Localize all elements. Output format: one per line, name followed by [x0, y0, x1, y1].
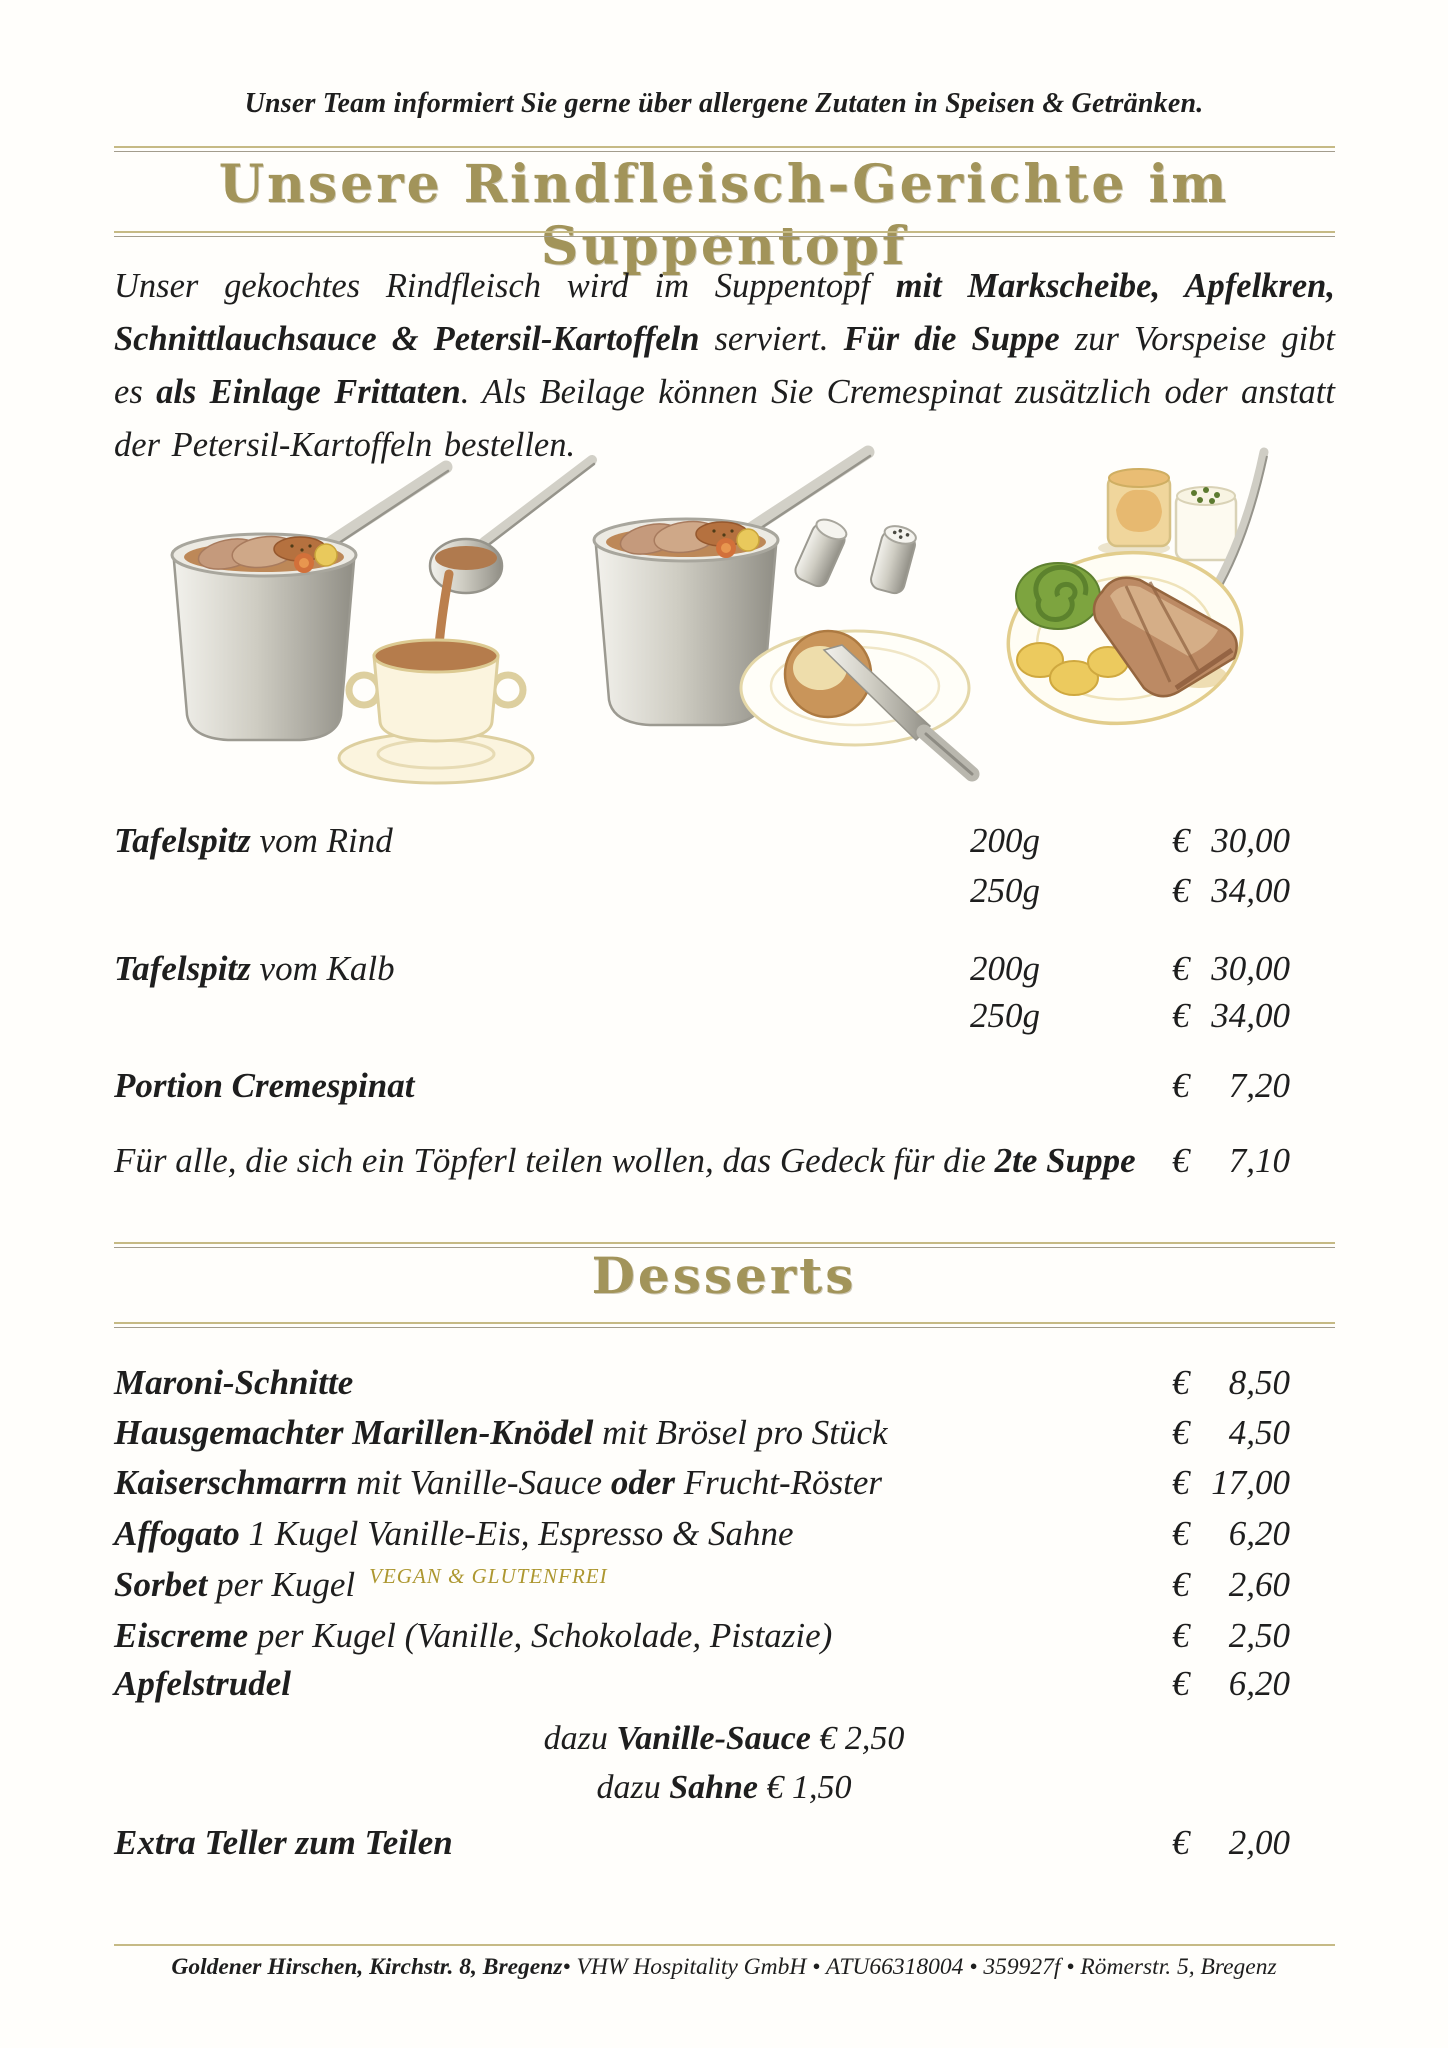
beef-section-title: Unsere Rindfleisch-Gerichte im Suppentopf — [218, 154, 1230, 278]
currency-symbol: € — [1172, 1413, 1190, 1452]
currency-symbol: € — [1172, 1616, 1190, 1655]
footer-imprint: Goldener Hirschen, Kirchstr. 8, Bregenz• VHW Hospitality GmbH • ATU66318004 • 359927f • Römerstr. 5, Bregenz — [171, 1954, 1277, 1980]
illustration-pot-ladle-cup — [172, 460, 594, 783]
pepper-shaker-icon — [869, 523, 919, 596]
section-divider — [114, 146, 1335, 152]
item-price: € 7,20 — [1172, 1066, 1290, 1105]
ladle-icon — [484, 460, 592, 542]
illustration-tafelspitz-plate — [1000, 452, 1267, 735]
item-name: Tafelspitz vom Kalb — [114, 949, 395, 988]
item-price: € 7,10 — [1172, 1141, 1290, 1180]
item-name: Kaiserschmarrn mit Vanille-Sauce oder Frucht-Röster — [114, 1463, 883, 1502]
currency-symbol: € — [1172, 1823, 1190, 1862]
item-price: € 30,00 — [1172, 821, 1290, 860]
vegan-glutenfree-badge: VEGAN & GLUTENFREI — [369, 1564, 608, 1588]
menu-item-affogato — [114, 1513, 1290, 1555]
menu-item-marillen-knoedel — [114, 1412, 1290, 1454]
menu-item-tafelspitz-kalb — [114, 948, 1290, 990]
item-price: € 17,00 — [1172, 1463, 1290, 1502]
item-price: € 30,00 — [1172, 949, 1290, 988]
item-price: € 34,00 — [1172, 996, 1290, 1035]
item-price: € 2,60 — [1172, 1565, 1290, 1604]
currency-symbol: € — [1172, 996, 1190, 1035]
menu-item-eiscreme — [114, 1615, 1290, 1657]
currency-symbol: € — [1172, 821, 1190, 860]
desserts-section-title: Desserts — [591, 1246, 857, 1305]
item-price: € 4,50 — [1172, 1413, 1290, 1452]
item-price: € 8,50 — [1172, 1363, 1290, 1402]
item-weight: 200g — [970, 821, 1040, 860]
currency-symbol: € — [1172, 1463, 1190, 1502]
section-divider — [114, 1322, 1335, 1328]
item-price: € 6,20 — [1172, 1664, 1290, 1703]
item-name: Extra Teller zum Teilen — [114, 1823, 453, 1862]
menu-item-kaiserschmarrn — [114, 1462, 1290, 1504]
illustration-pot-shakers-bread — [594, 452, 972, 774]
item-name: Affogato 1 Kugel Vanille-Eis, Espresso & Sahne — [114, 1514, 794, 1553]
menu-illustrations — [114, 440, 1334, 810]
item-name: Hausgemachter Marillen-Knödel mit Brösel pro Stück — [114, 1413, 888, 1452]
item-name: Tafelspitz vom Rind — [114, 821, 393, 860]
item-name: Eiscreme per Kugel (Vanille, Schokolade, Pistazie) — [114, 1616, 833, 1655]
item-name: Maroni-Schnitte — [114, 1363, 354, 1402]
salt-shaker-icon — [792, 515, 850, 589]
currency-symbol: € — [1172, 1664, 1190, 1703]
item-price: € 2,50 — [1172, 1616, 1290, 1655]
section-divider — [114, 231, 1335, 237]
menu-item-apfelstrudel — [114, 1663, 1290, 1705]
currency-symbol: € — [1172, 1363, 1190, 1402]
menu-item-portion-cremespinat — [114, 1065, 1290, 1107]
menu-item-extra-teller — [114, 1822, 1290, 1864]
item-name: Apfelstrudel — [114, 1664, 291, 1703]
addon-vanille-sauce: dazu Vanille-Sauce € 2,50 — [543, 1720, 905, 1757]
item-weight: 200g — [970, 949, 1040, 988]
item-weight: 250g — [970, 871, 1040, 910]
currency-symbol: € — [1172, 1514, 1190, 1553]
item-price: € 2,00 — [1172, 1823, 1290, 1862]
item-weight: 250g — [970, 996, 1040, 1035]
currency-symbol: € — [1172, 1141, 1190, 1180]
menu-item-tafelspitz-rind — [114, 820, 1290, 862]
currency-symbol: € — [1172, 1066, 1190, 1105]
currency-symbol: € — [1172, 1565, 1190, 1604]
item-name: Portion Cremespinat — [114, 1066, 415, 1105]
allergen-notice: Unser Team informiert Sie gerne über allergene Zutaten in Speisen & Getränken. — [244, 88, 1204, 119]
item-name: Für alle, die sich ein Töpferl teilen wollen, das Gedeck für die 2te Suppe — [114, 1141, 1136, 1180]
currency-symbol: € — [1172, 871, 1190, 910]
menu-item-sorbet — [114, 1564, 1290, 1606]
beef-section-intro: Unser gekochtes Rindfleisch wird im Suppentopf mit Markscheibe, Apfelkren, Schnittlauchsauce & Petersil-Kartoffeln serviert. Für die Suppe zur Vorspeise gibt es als Einlage Frittaten. Als Beilage können Sie Cremespinat zusätzlich oder anstatt der Petersil-Kartoffeln bestellen. — [114, 267, 1336, 464]
menu-item-gedeck-2te-suppe — [114, 1140, 1290, 1182]
menu-item-maroni-schnitte — [114, 1362, 1290, 1404]
addon-sahne: dazu Sahne € 1,50 — [596, 1769, 852, 1806]
item-name: Sorbet per Kugel $^{VEGAN \& GLUTENFREI}$ — [114, 1564, 608, 1604]
item-price: € 34,00 — [1172, 871, 1290, 910]
item-price: € 6,20 — [1172, 1514, 1290, 1553]
footer-divider — [114, 1944, 1335, 1946]
currency-symbol: € — [1172, 949, 1190, 988]
